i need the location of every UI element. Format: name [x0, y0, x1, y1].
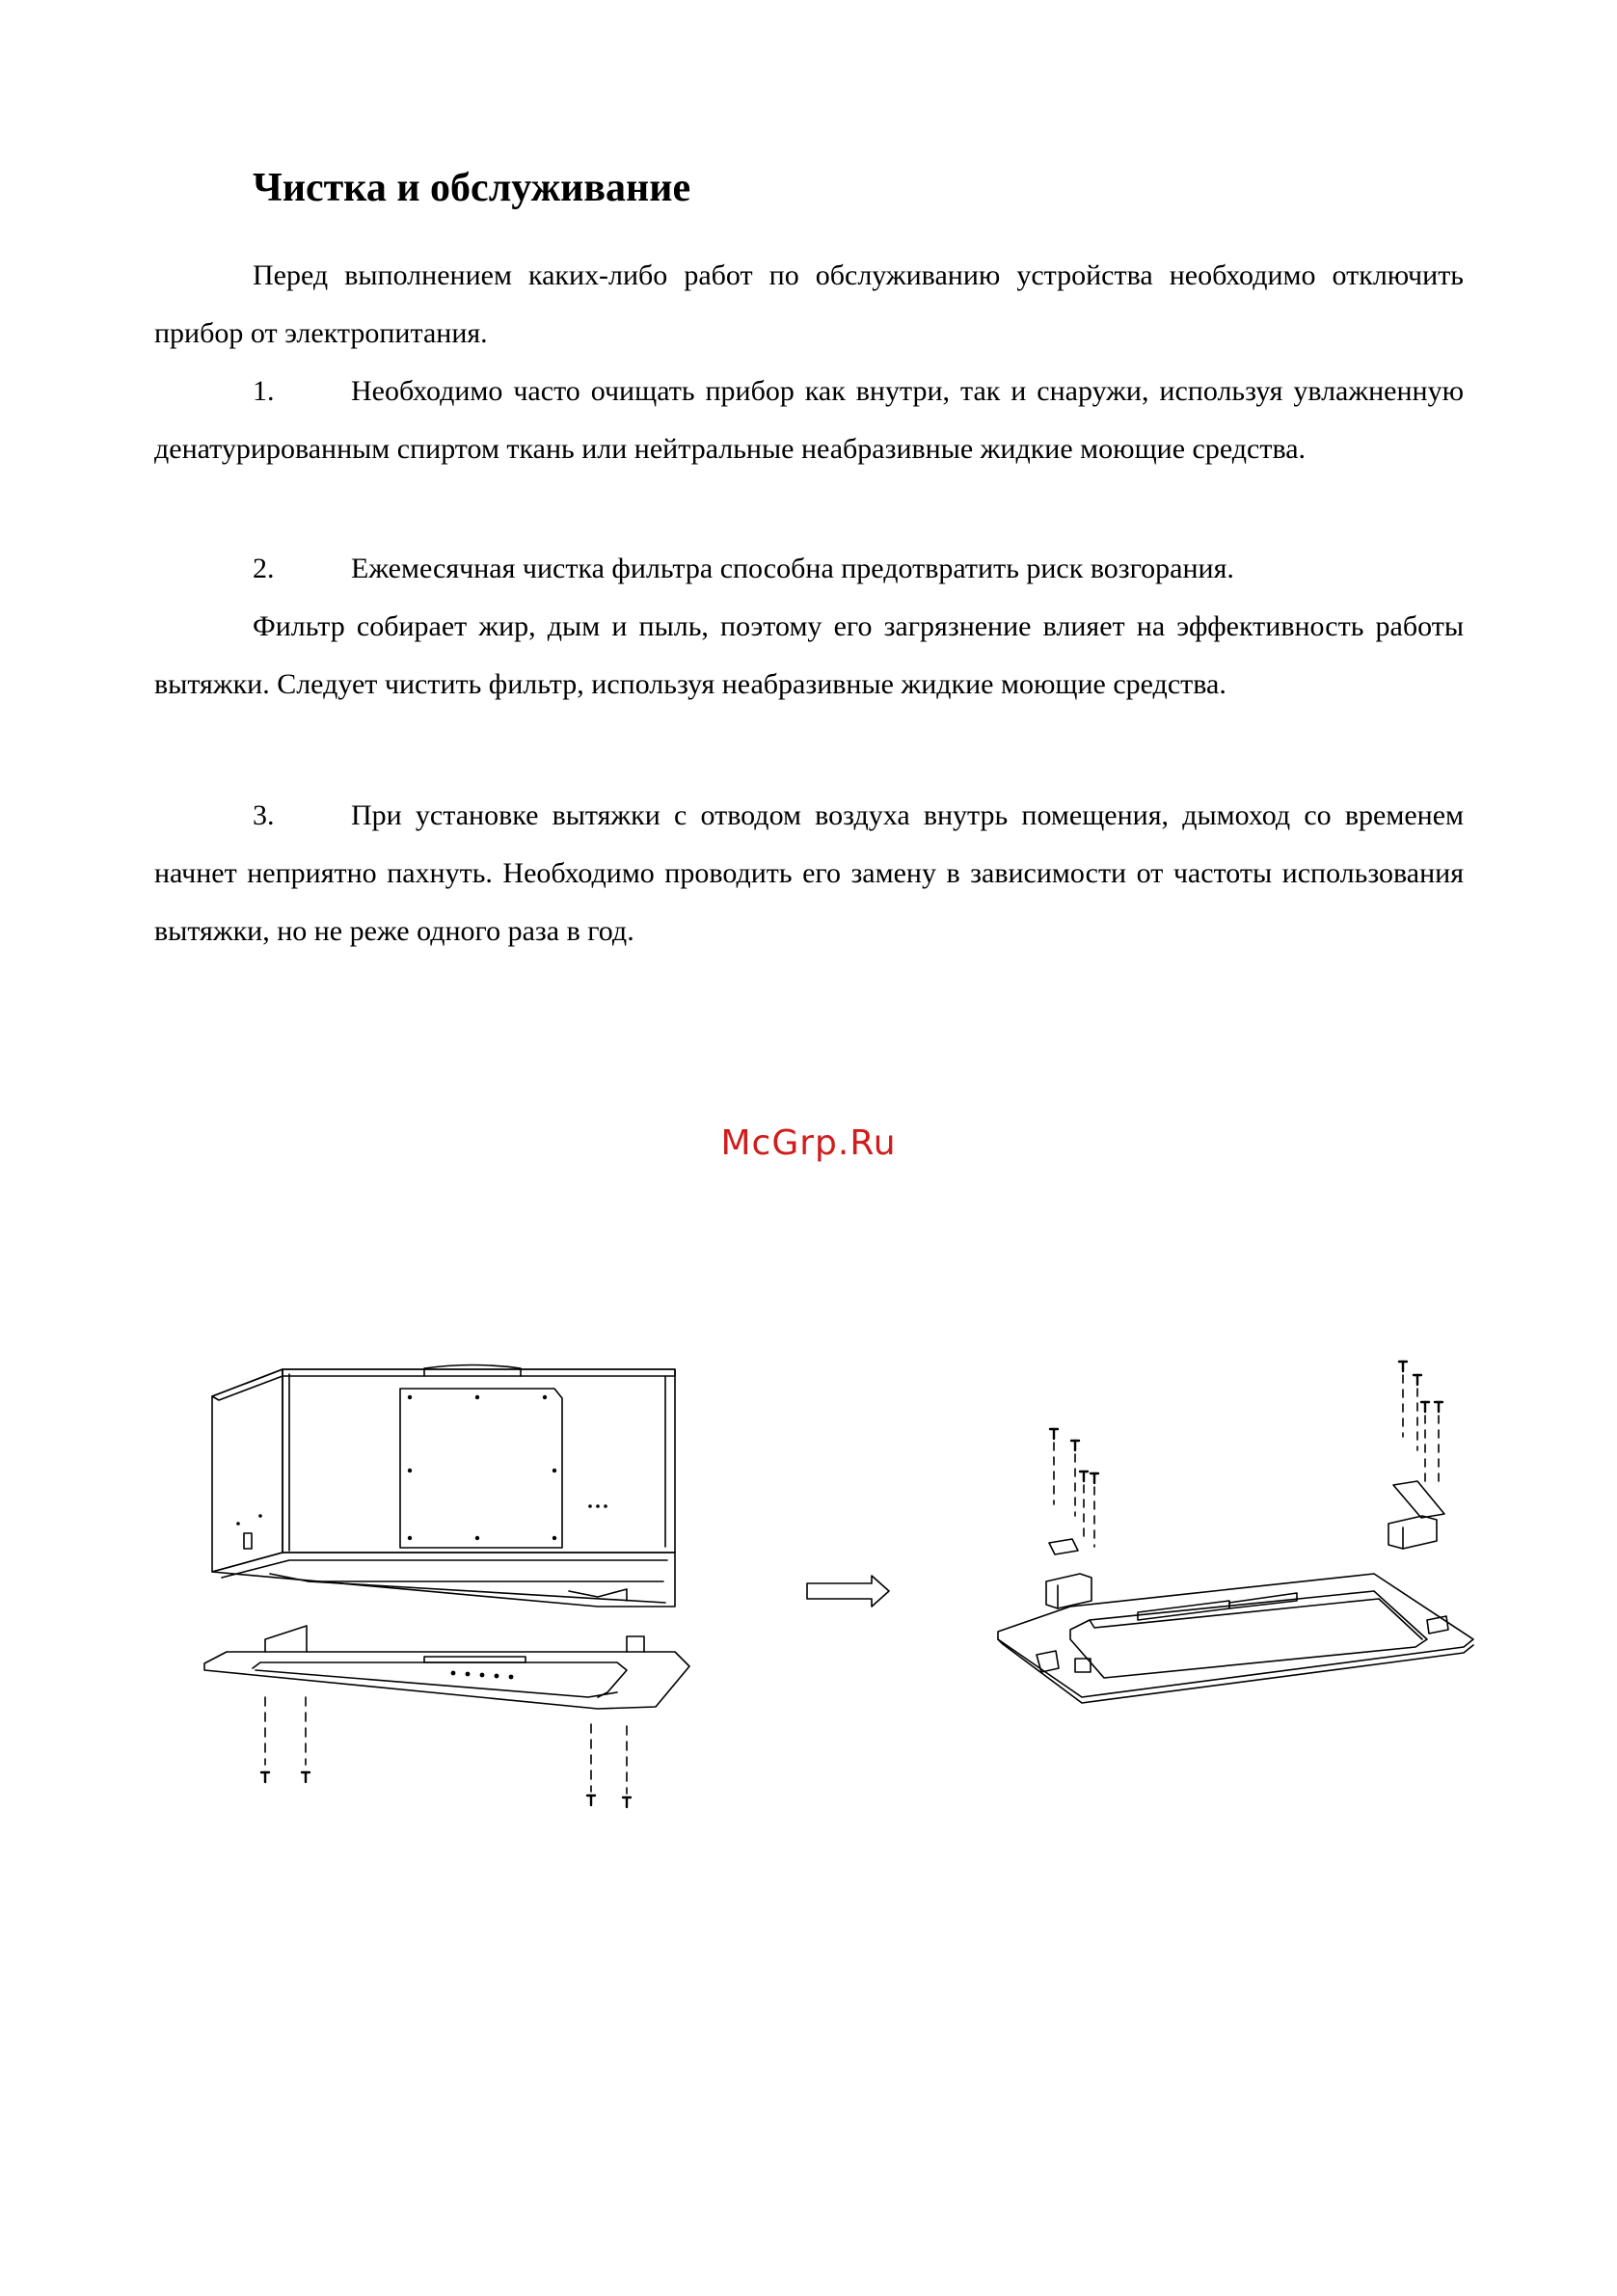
item-2-number: 2. — [253, 553, 275, 584]
hood-panel-brackets-drawing — [998, 1362, 1473, 1703]
item-1-text: Необходимо часто очищать прибор как внутри, так и снаружи, используя увлажненную денатурированным спиртом ткань или нейтральные неабразивные жидкие моющие средства. — [154, 375, 1464, 465]
filter-paragraph: Фильтр собирает жир, дым и пыль, поэтому его загрязнение влияет на эффективность работы вытяжки. Следует чистить фильтр, используя неабразивные жидкие моющие средства. — [154, 610, 1464, 700]
watermark: McGrp.Ru — [720, 1123, 897, 1163]
item-3-number: 3. — [253, 799, 275, 831]
hood-disassembly-drawing — [204, 1365, 689, 1808]
section-heading: Чистка и обслуживание — [253, 166, 691, 210]
item-1-number: 1. — [253, 375, 275, 407]
item-2-text: Ежемесячная чистка фильтра способна предотвратить риск возгорания. — [351, 553, 1234, 584]
arrow-right-icon — [807, 1576, 889, 1607]
intro-paragraph: Перед выполнением каких-либо работ по обслуживанию устройства необходимо отключить прибор от электропитания. — [154, 259, 1464, 349]
item-3-text: При установке вытяжки с отводом воздуха внутрь помещения, дымоход со временем начнет неприятно пахнуть. Необходимо проводить его замену в зависимости от частоты использования вытяжки, но не реже одного раза в год. — [154, 799, 1464, 947]
